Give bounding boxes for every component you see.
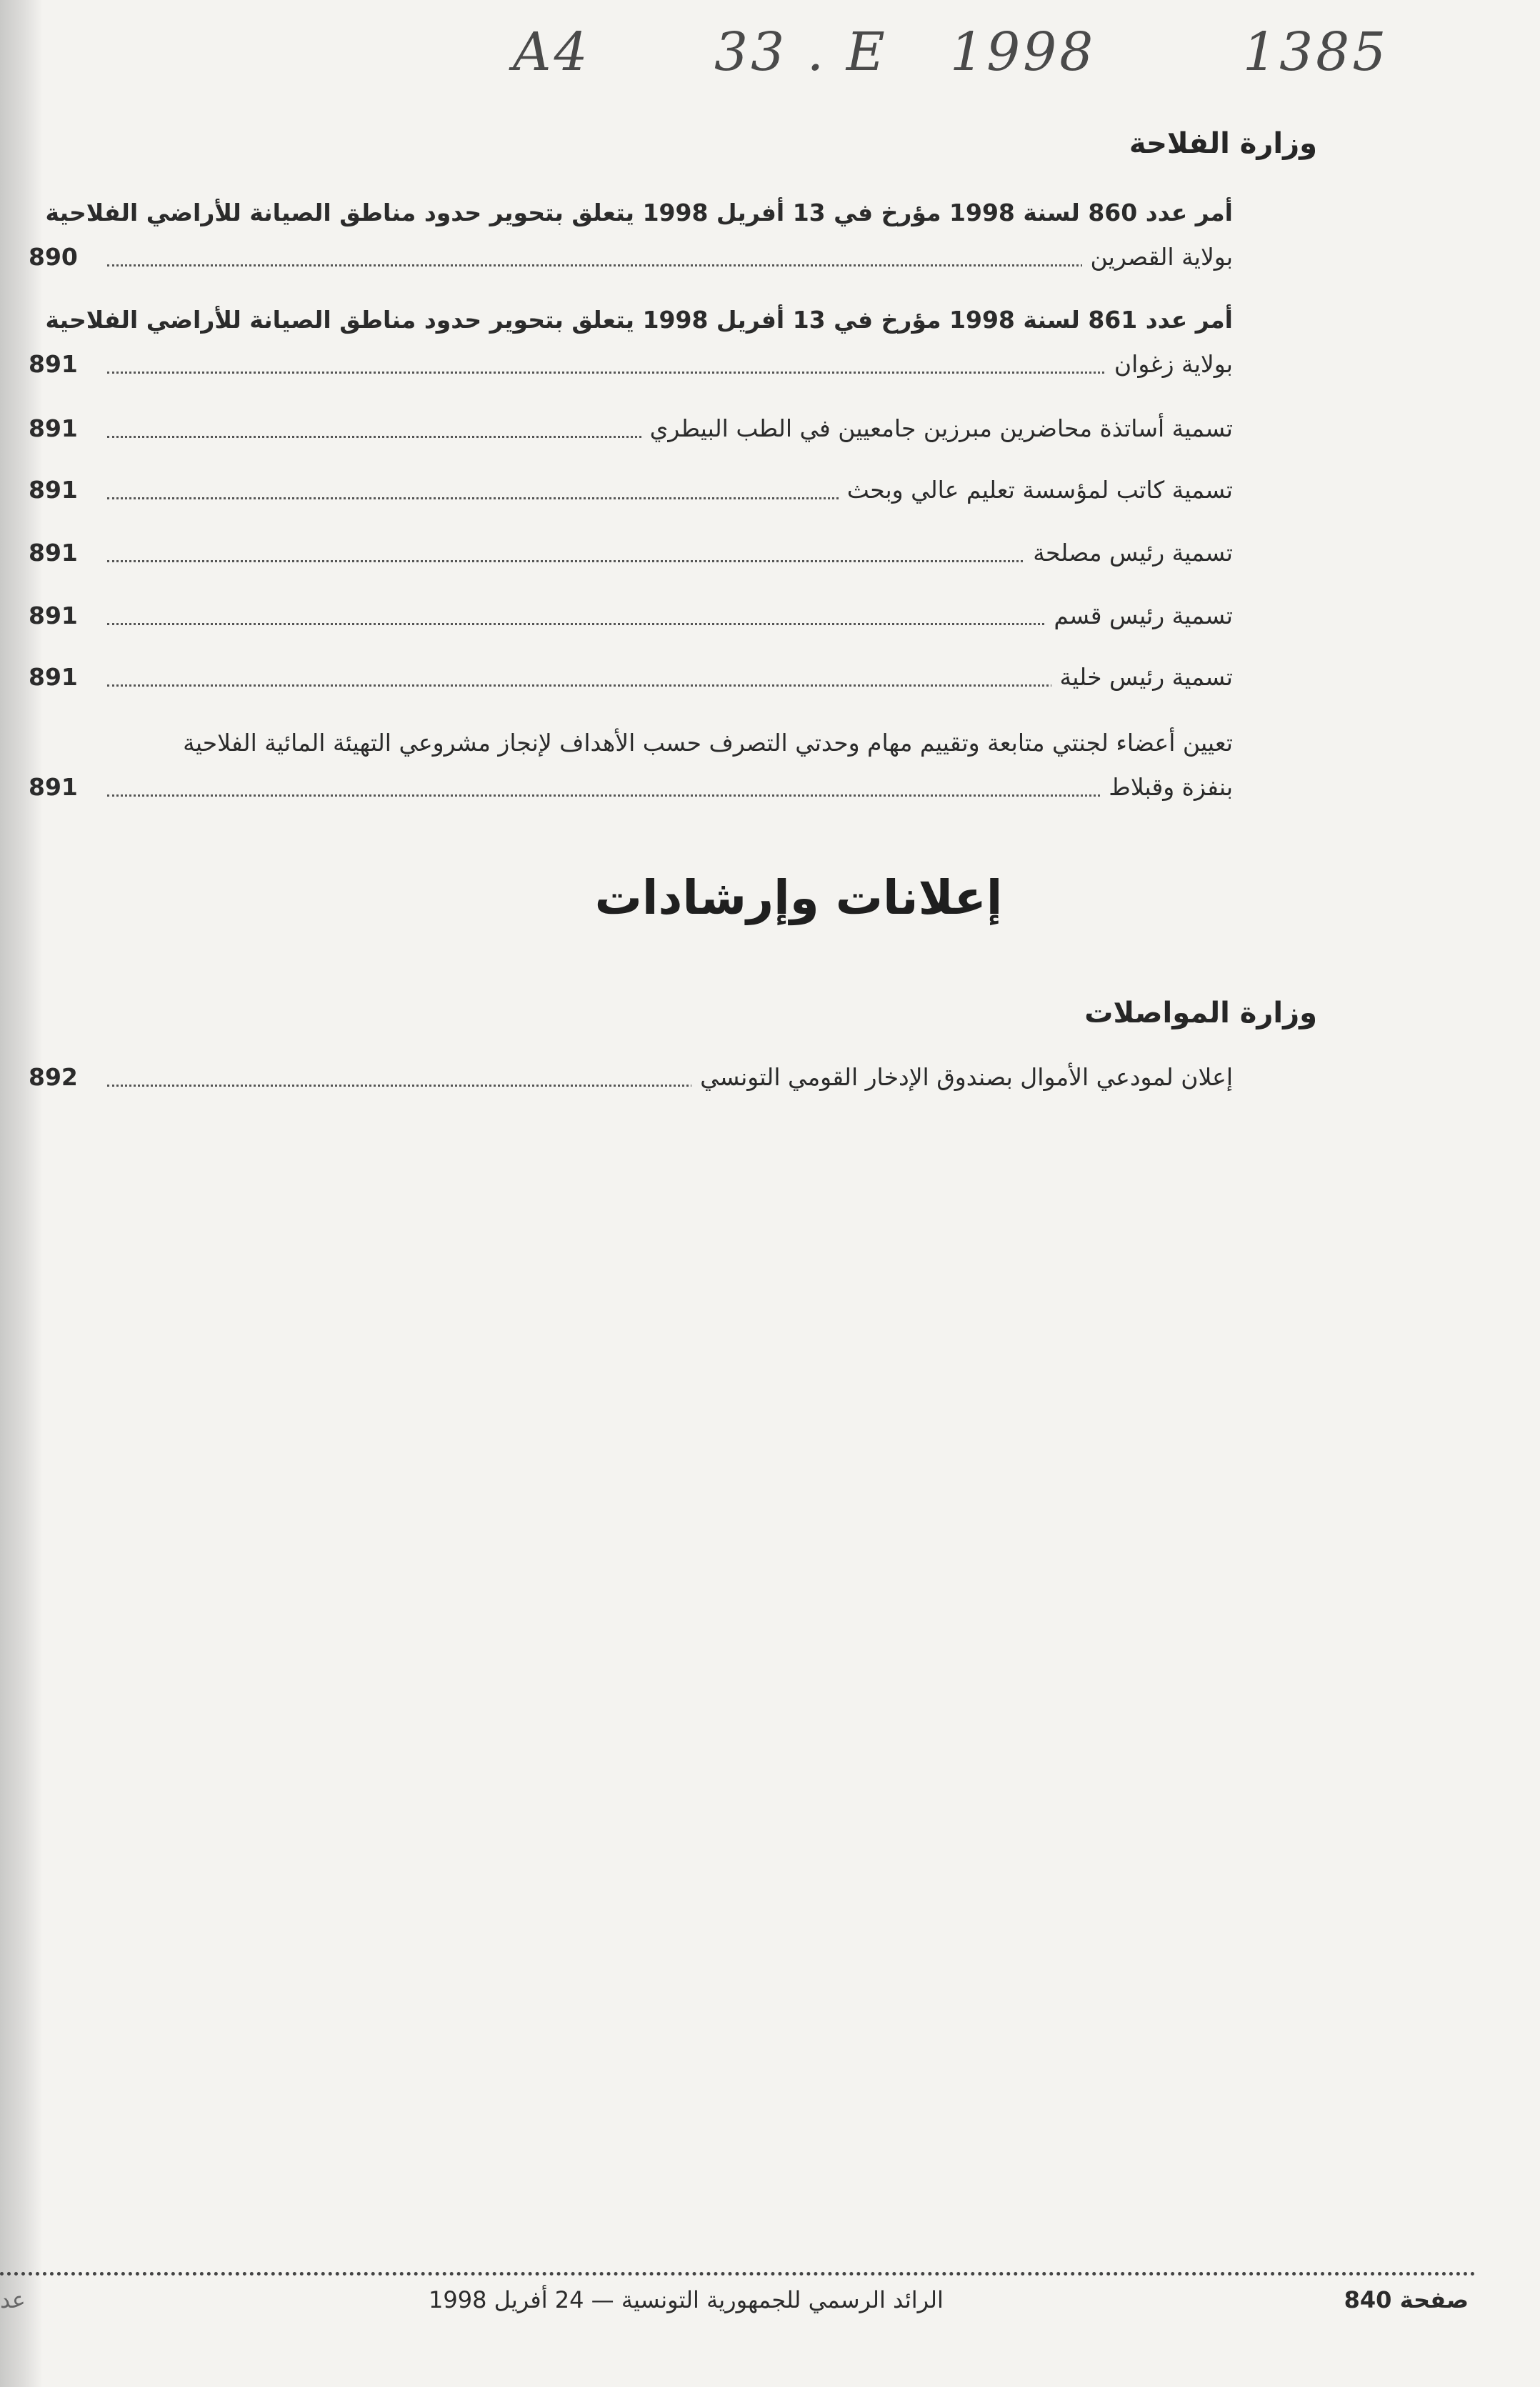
toc-entry-continuation[interactable]: [29, 343, 1233, 386]
page-number: 891: [29, 539, 78, 567]
entry-text: تسمية أساتذة محاضرين مبرزين جامعيين في الطب البيطري: [641, 407, 1233, 450]
toc-entry[interactable]: [29, 1056, 1233, 1099]
toc-entry-continuation[interactable]: [29, 766, 1233, 809]
page-number: 891: [29, 602, 78, 629]
dot-leader: [107, 264, 1233, 266]
page-number: 890: [29, 243, 78, 271]
entry-text-line2: بولاية زغوان: [1106, 343, 1233, 386]
footer-page-label: صفحة 840: [1344, 2286, 1469, 2313]
entry-text-line1: أمر عدد 861 لسنة 1998 مؤرخ في 13 أفريل 1998 يتعلق بتحوير حدود مناطق الصيانة للأراضي الفلاحية: [45, 306, 1233, 334]
section-title-agriculture: وزارة الفلاحة: [1129, 127, 1317, 160]
entry-text-line1: تعيين أعضاء لجنتي متابعة وتقييم مهام وحدتي التصرف حسب الأهداف لإنجاز مشروعي التهيئة المائية الفلاحية: [183, 729, 1233, 757]
entry-text-line2: بولاية القصرين: [1082, 236, 1233, 279]
page-number: 891: [29, 663, 78, 691]
footer-edge-fragment: عد: [0, 2286, 26, 2313]
handwritten-annotation: [0, 21, 1540, 93]
toc-entry[interactable]: [29, 594, 1233, 637]
toc-entry[interactable]: [29, 407, 1233, 450]
page-number: 891: [29, 414, 78, 442]
dot-leader: [107, 794, 1233, 797]
entry-text: تسمية رئيس خلية: [1051, 656, 1233, 699]
section-title-transport: وزارة المواصلات: [1084, 997, 1317, 1030]
page-number: 892: [29, 1063, 78, 1091]
page-number: 891: [29, 476, 78, 504]
page-number: 891: [29, 773, 78, 801]
dot-leader: [107, 372, 1233, 374]
footer-journal-title: الرائد الرسمي للجمهورية التونسية — 24 أفريل 1998: [429, 2286, 944, 2313]
toc-entry[interactable]: [29, 656, 1233, 699]
entry-text: تسمية رئيس مصلحة: [1024, 532, 1233, 574]
entry-text: إعلان لمودعي الأموال بصندوق الإدخار القومي التونسي: [691, 1056, 1233, 1099]
announcements-heading: إعلانات وإرشادات: [594, 870, 1003, 925]
handwritten-note: 33 . E: [714, 21, 888, 83]
footer-divider: [0, 2272, 1476, 2276]
handwritten-note: 1385: [1243, 21, 1389, 83]
toc-entry[interactable]: [29, 532, 1233, 574]
toc-entry[interactable]: [29, 469, 1233, 512]
toc-entry-continuation[interactable]: [29, 236, 1233, 279]
page-number: 891: [29, 350, 78, 378]
entry-text-line1: أمر عدد 860 لسنة 1998 مؤرخ في 13 أفريل 1998 يتعلق بتحوير حدود مناطق الصيانة للأراضي الفلاحية: [45, 199, 1233, 226]
handwritten-note: 1998: [950, 21, 1096, 83]
handwritten-note: A4: [513, 21, 591, 83]
entry-text: تسمية رئيس قسم: [1045, 594, 1233, 637]
entry-text: تسمية كاتب لمؤسسة تعليم عالي وبحث: [839, 469, 1233, 512]
entry-text-line2: بنفزة وقبلاط: [1100, 766, 1233, 809]
